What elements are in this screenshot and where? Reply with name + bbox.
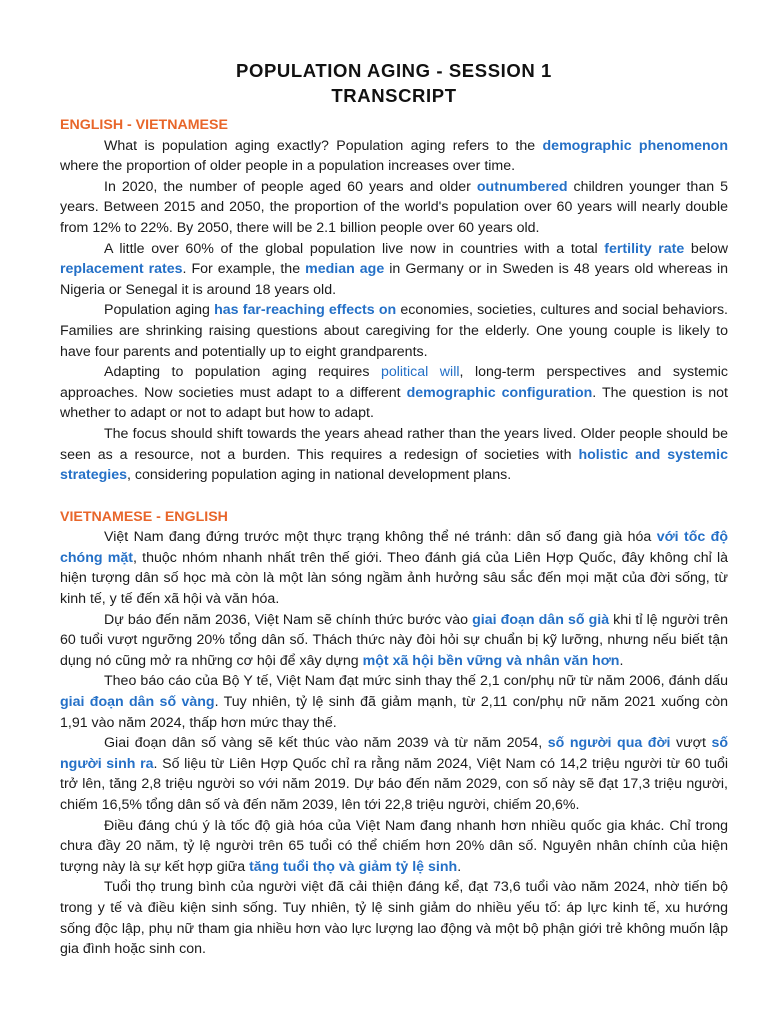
title-line-2: TRANSCRIPT (331, 85, 457, 106)
paragraph-text: Theo báo cáo của Bộ Y tế, Việt Nam đạt mức sinh thay thế 2,1 con/phụ nữ từ năm 2006, đánh dấu (104, 673, 728, 690)
highlighted-term: replacement rates (60, 261, 183, 278)
highlighted-term: số người qua đời (547, 735, 671, 752)
paragraph-text: A little over 60% of the global population live now in countries with a total (104, 240, 605, 257)
paragraph-text: Điều đáng chú ý là tốc độ già hóa của Việt Nam đang nhanh hơn nhiều quốc gia khác. Chỉ trong chưa đầy 20 năm, tỷ lệ người trên 65 tuổi có thể chiếm hơn 20% dân số. Nguyên nhân chính của hiện tượng này là sự kết hợp giữa (60, 817, 728, 875)
title-line-1: POPULATION AGING - SESSION 1 (236, 60, 552, 81)
paragraph-text: . The question is not whether to adapt or not to adapt but how to adapt. (60, 384, 729, 422)
highlighted-term: has far-reaching effects on (214, 302, 397, 319)
paragraph-text: , considering population aging in national development plans. (127, 467, 512, 484)
highlighted-term: median age (305, 261, 385, 278)
paragraph-text: In 2020, the number of people aged 60 years and older (104, 178, 477, 195)
highlighted-term: fertility rate (604, 240, 685, 257)
paragraph-text: khi tỉ lệ người trên 60 tuổi vượt ngưỡng 20% tổng dân số. Thách thức này đòi hỏi sự chuẩn bị kỹ lưỡng, nhưng nếu biết tận dụng nó cũng mở ra những cơ hội để xây dựng (60, 611, 728, 669)
highlighted-term: với tốc độ chóng mặt (60, 529, 728, 566)
paragraph-text: The focus should shift towards the years ahead rather than the years lived. Older people should be seen as a resource, not a burden. This requires a redesign of societies with (60, 425, 728, 463)
paragraph (60, 733, 728, 815)
document-page (60, 58, 728, 960)
paragraph (60, 877, 728, 959)
section-body-english (60, 136, 728, 486)
paragraph-text: economies, societies, cultures and social behaviors. Families are shrinking raising questions about caregiving for the elderly. One young couple is likely to have four parents and potentially up to eight grandparents. (60, 302, 728, 360)
paragraph (60, 671, 728, 733)
paragraph-text: Tuổi thọ trung bình của người việt đã cải thiện đáng kể, đạt 73,6 tuổi vào năm 2024, nhờ tiến bộ trong y tế và điều kiện sinh sống. Tuy nhiên, tỷ lệ sinh giảm do nhiều yếu tố: áp lực kinh tế, xu hướng sống độc lập, phụ nữ tham gia nhiều hơn vào lực lượng lao động và một bộ phận giới trẻ không muốn lập gia đình hoặc sinh con. (60, 879, 728, 958)
paragraph-text: . Số liệu từ Liên Hợp Quốc chỉ ra rằng năm 2024, Việt Nam có 14,2 triệu người từ 60 tuổi trở lên, tăng 2,8 triệu người so với năm 2019. Dự báo đến năm 2029, con số này sẽ đạt 17,3 triệu người, chiếm 16,5% tổng dân số và đến năm 2039, lên tới 22,8 triệu người, chiếm 20,6%. (60, 755, 728, 813)
paragraph (60, 424, 728, 486)
highlighted-term: demographic configuration (406, 384, 593, 401)
paragraph-text: children younger than 5 years. Between 2015 and 2050, the proportion of the world's population over 60 years will nearly double from 12% to 22%. By 2050, there will be 2.1 billion people over 60 years old. (60, 178, 728, 236)
paragraph-text: where the proportion of older people in a population increases over time. (60, 158, 516, 175)
section-heading-vietnamese: VIETNAMESE - ENGLISH (60, 508, 228, 525)
paragraph-text: in Germany or in Sweden is 48 years old whereas in Nigeria or Senegal it is around 18 years old. (60, 261, 729, 298)
paragraph-text: Giai đoạn dân số vàng sẽ kết thúc vào năm 2039 và từ năm 2054, (104, 735, 548, 752)
highlighted-term: một xã hội bền vững và nhân văn hơn (362, 652, 620, 669)
paragraph-text: Adapting to population aging requires (104, 364, 381, 381)
paragraph (60, 300, 728, 362)
paragraph (60, 816, 728, 878)
paragraph-text: , thuộc nhóm nhanh nhất trên thế giới. Theo đánh giá của Liên Hợp Quốc, đây không chỉ là hiện tượng dân số học mà còn là một làn sóng ngầm ảnh hưởng sâu sắc đến mọi mặt của đời sống, từ kinh tế, y tế đến xã hội và văn hóa. (60, 549, 728, 608)
paragraph (60, 362, 728, 424)
paragraph-text: vượt (670, 735, 712, 752)
highlighted-term: political will (380, 364, 460, 381)
highlighted-term: demographic phenomenon (542, 137, 728, 154)
section-body-vietnamese (60, 527, 728, 959)
paragraph (60, 239, 728, 301)
paragraph-text: . For example, the (182, 261, 306, 278)
highlighted-term: số người sinh ra (60, 735, 728, 772)
paragraph-text: . (457, 858, 462, 875)
highlighted-term: giai đoạn dân số vàng (60, 694, 215, 711)
section-heading-english: ENGLISH - VIETNAMESE (60, 117, 228, 133)
paragraph (60, 527, 728, 609)
paragraph-text: Việt Nam đang đứng trước một thực trạng không thể né tránh: dân số đang già hóa (104, 529, 657, 546)
highlighted-term: holistic and systemic strategies (60, 446, 728, 484)
paragraph-text: Population aging (104, 302, 215, 319)
paragraph-text: . Tuy nhiên, tỷ lệ sinh đã giảm mạnh, từ 2,11 con/phụ nữ năm 2021 xuống còn 1,91 vào năm 2024, thấp hơn mức thay thế. (60, 694, 728, 731)
paragraph (60, 610, 728, 672)
paragraph-text: . (619, 652, 624, 669)
document-title (60, 58, 728, 108)
highlighted-term: giai đoạn dân số già (472, 611, 610, 628)
paragraph-text: below (684, 240, 728, 257)
highlighted-term: tăng tuổi thọ và giảm tỷ lệ sinh (249, 858, 458, 875)
paragraph-text: What is population aging exactly? Population aging refers to the (104, 137, 543, 154)
paragraph (60, 177, 728, 239)
highlighted-term: outnumbered (476, 178, 568, 195)
paragraph-text: , long-term perspectives and systemic approaches. Now societies must adapt to a different (60, 364, 728, 401)
paragraph-text: Dự báo đến năm 2036, Việt Nam sẽ chính thức bước vào (104, 611, 473, 628)
paragraph (60, 136, 728, 177)
